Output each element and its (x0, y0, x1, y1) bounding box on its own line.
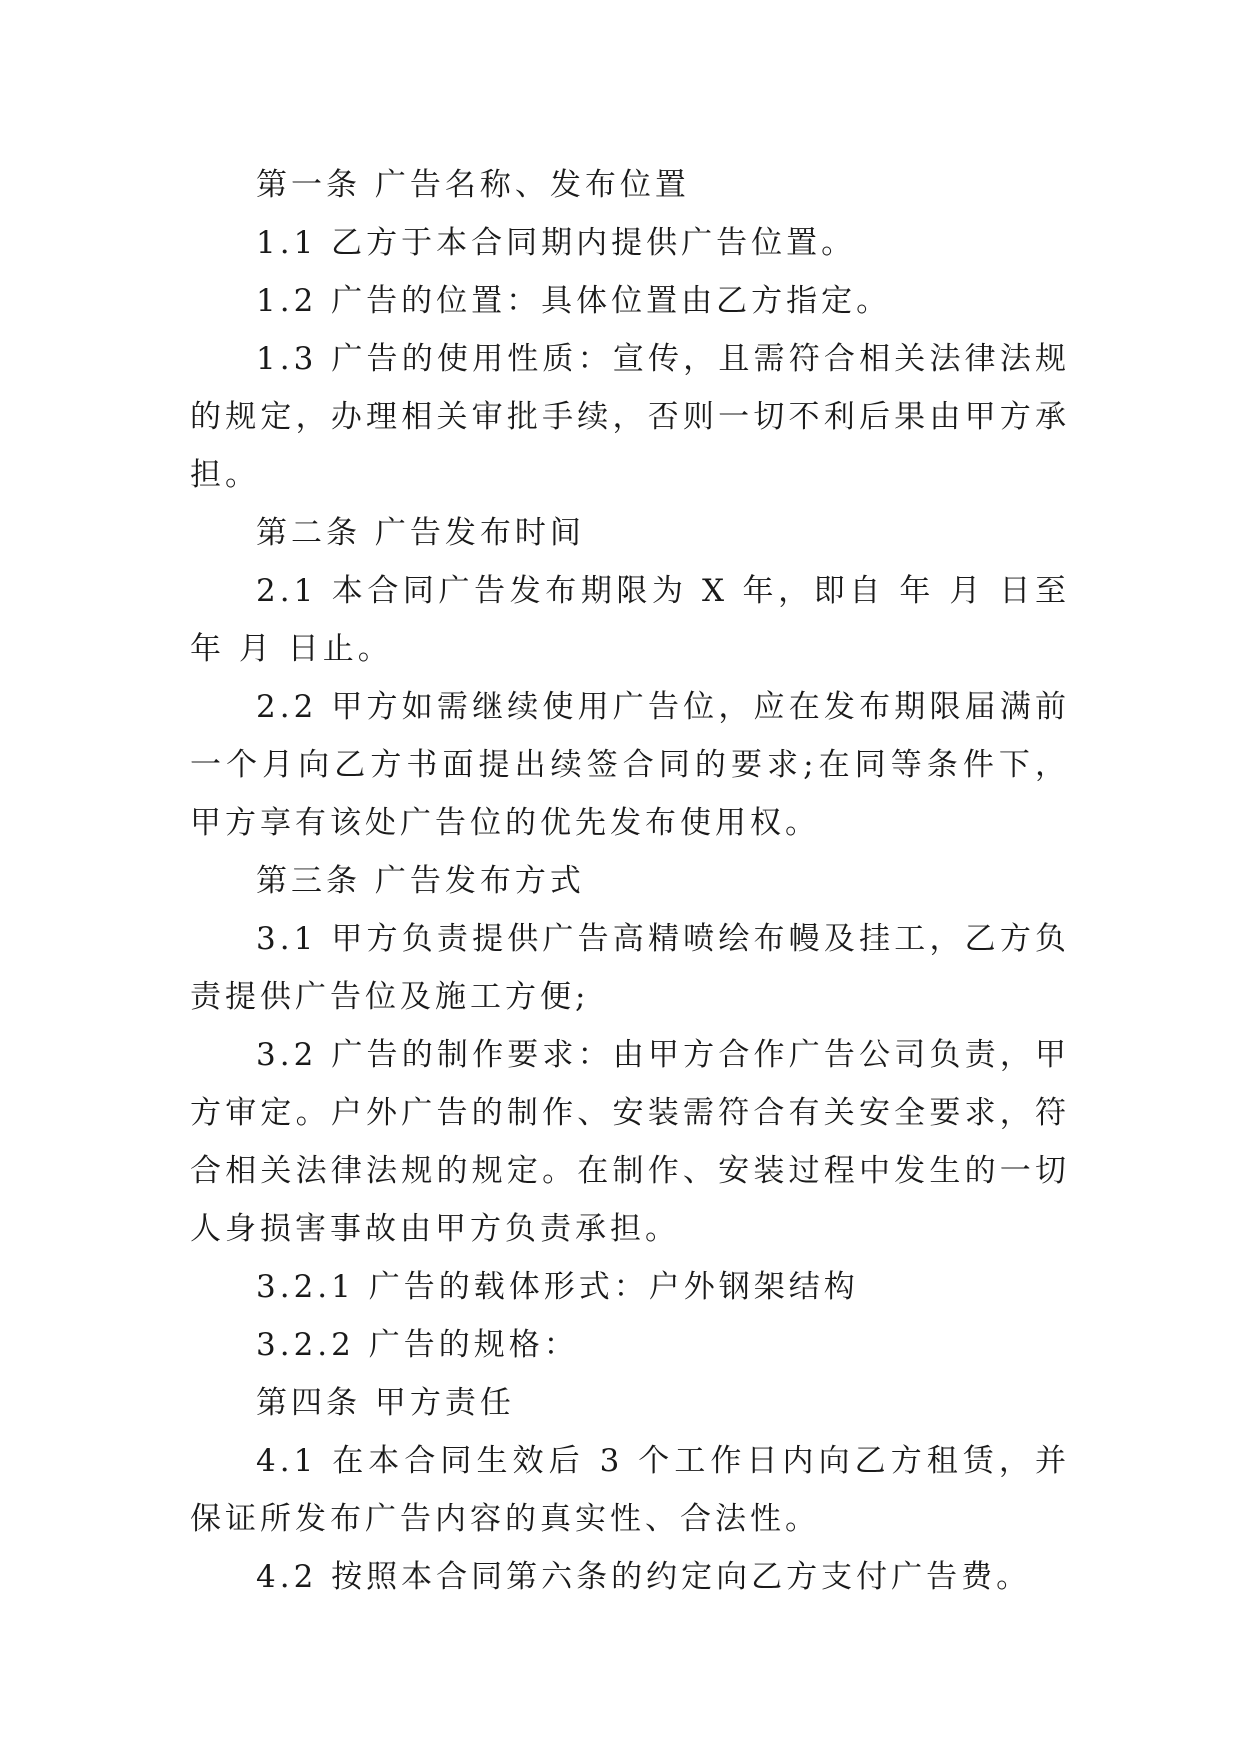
clause-3-2-1: 3.2.1 广告的载体形式：户外钢架结构 (256, 1269, 859, 1305)
clause-1-2: 1.2 广告的位置：具体位置由乙方指定。 (256, 283, 892, 319)
clause-1-3: 1.3 广告的使用性质：宣传，且需符合相关法律法规的规定，办理相关审批手续，否则一切不利后果由甲方承担。 (190, 341, 1070, 493)
clause-2-1: 2.1 本合同广告发布期限为 X 年，即自 年 月 日至 年 月 日止。 (190, 573, 1070, 667)
article-3-heading: 第三条 广告发布方式 (256, 863, 585, 899)
clause-4-1: 4.1 在本合同生效后 3 个工作日内向乙方租赁，并保证所发布广告内容的真实性、合法性。 (190, 1443, 1070, 1537)
document-body (190, 156, 1070, 1606)
article-1-heading: 第一条 广告名称、发布位置 (256, 167, 690, 203)
clause-3-2-2: 3.2.2 广告的规格： (256, 1327, 579, 1363)
clause-3-1: 3.1 甲方负责提供广告高精喷绘布幔及挂工，乙方负责提供广告位及施工方便; (190, 921, 1070, 1015)
article-4-heading: 第四条 甲方责任 (256, 1385, 515, 1421)
clause-4-2: 4.2 按照本合同第六条的约定向乙方支付广告费。 (256, 1559, 1032, 1595)
clause-3-2: 3.2 广告的制作要求：由甲方合作广告公司负责，甲方审定。户外广告的制作、安装需符合有关安全要求，符合相关法律法规的规定。在制作、安装过程中发生的一切人身损害事故由甲方负责承担。 (190, 1037, 1070, 1247)
clause-2-2: 2.2 甲方如需继续使用广告位，应在发布期限届满前一个月向乙方书面提出续签合同的要求;在同等条件下，甲方享有该处广告位的优先发布使用权。 (190, 689, 1070, 841)
article-2-heading: 第二条 广告发布时间 (256, 515, 585, 551)
clause-1-1: 1.1 乙方于本合同期内提供广告位置。 (256, 225, 857, 261)
